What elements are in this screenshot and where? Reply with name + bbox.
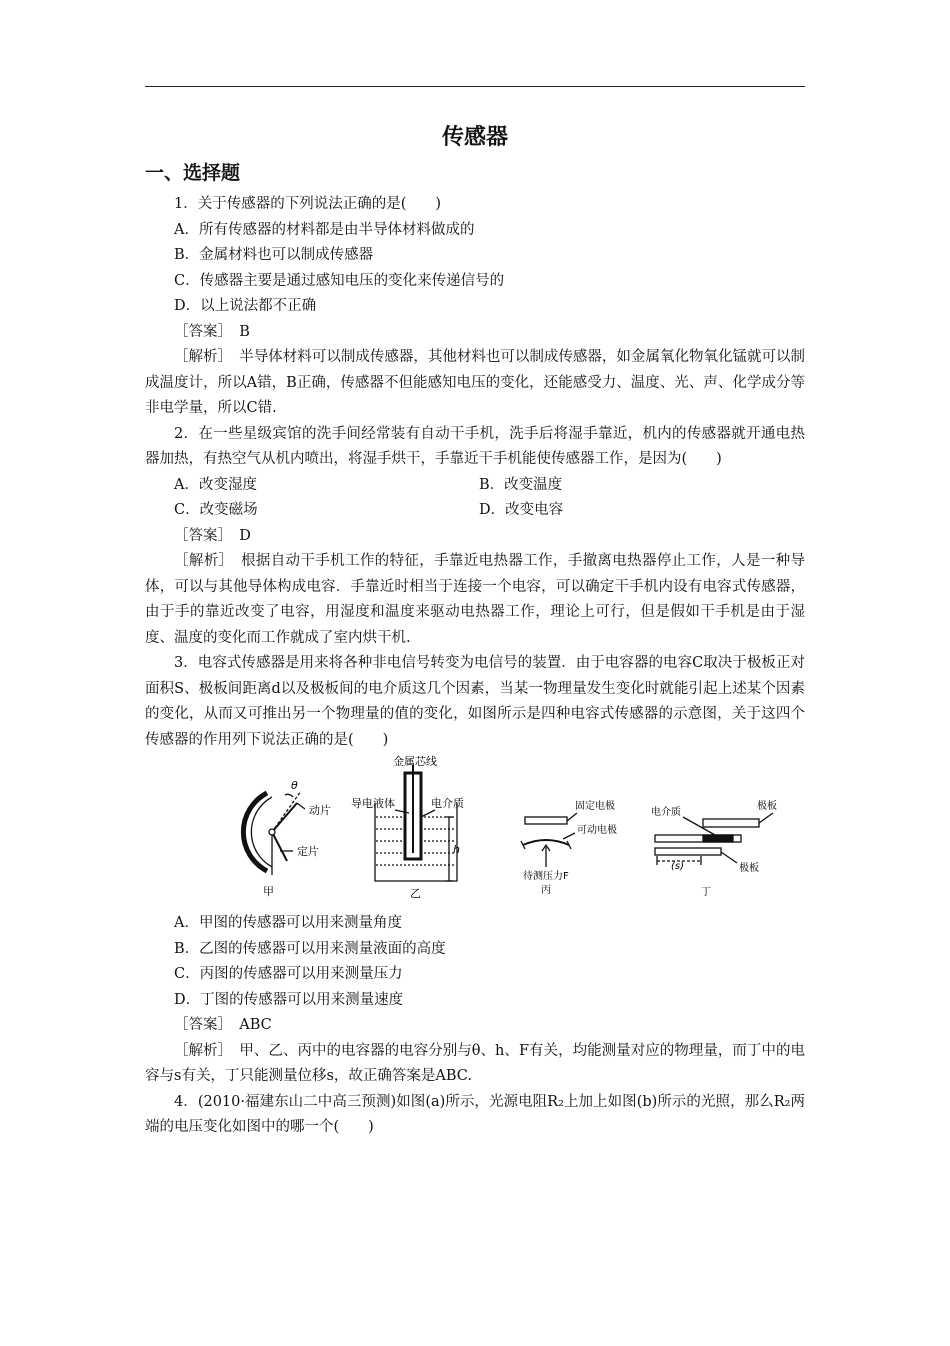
- diagram-jia: [243, 791, 305, 875]
- q3-option-c: C．丙图的传感器可以用来测量压力: [174, 966, 403, 982]
- label-ding: 丁: [701, 887, 711, 898]
- label-h: h: [453, 843, 460, 856]
- q3-option-d: D．丁图的传感器可以用来测量速度: [174, 991, 404, 1008]
- label-bing: 丙: [541, 885, 551, 896]
- q1-option-b: B．金属材料也可以制成传感器: [174, 247, 374, 263]
- q2-option-a: A．改变湿度: [174, 476, 257, 493]
- q1-analysis: ［解析］ 半导体材料可以制成传感器，其他材料也可以制成传感器，如金属氧化物氧化锰就可以制成温度计，所以A错，B正确，传感器不但能感知电压的变化，还能感受力、温度、光、声、化学成分等非电学量，所以C错.: [145, 349, 805, 416]
- diagram-bing: [521, 813, 577, 867]
- q2-stem: 2．在一些星级宾馆的洗手间经常装有自动干手机，洗手后将湿手靠近，机内的传感器就开通电热器加热，有热空气从机内喷出，将湿手烘干，手靠近干手机能使传感器工作，是因为( ): [145, 425, 805, 467]
- label-kedong: 可动电极: [577, 825, 617, 836]
- section-heading: 一、选择题: [145, 162, 241, 184]
- q2-analysis: ［解析］ 根据自动干手机工作的特征，手靠近电热器工作，手撤离电热器停止工作，人是一种导体，可以与其他导体构成电容．手靠近时相当于连接一个电容，可以确定干手机内设有电容式传感器，由于手的靠近改变了电容，用湿度和温度来驱动电热器工作，理论上可行，但是假如干手机是由于湿度、温度的变化而工作就成了室内烘干机.: [145, 553, 805, 646]
- q2-option-c: C．改变磁场: [174, 502, 258, 518]
- label-daodian: 导电液体: [351, 797, 395, 810]
- label-jia: 甲: [263, 885, 274, 898]
- label-yali: 待测压力F: [523, 871, 569, 882]
- q3-stem: 3．电容式传感器是用来将各种非电信号转变为电信号的装置．由于电容器的电容C取决于极板正对面积S、极板间距离d以及极板间的电介质这几个因素，当某一物理量发生变化时就能引起上述某个因素的变化，从而又可推出另一个物理量的值的变化，如图所示是四种电容式传感器的示意图，关于这四个传感器的作用列下说法正确的是( ): [145, 655, 805, 748]
- label-theta: θ: [291, 779, 298, 792]
- document-title: 传感器: [441, 125, 508, 150]
- diagram-yi: [375, 765, 457, 881]
- q3-option-b: B．乙图的传感器可以用来测量液面的高度: [174, 940, 446, 957]
- q3-option-a: A．甲图的传感器可以用来测量角度: [174, 915, 402, 931]
- q3-analysis: ［解析］ 甲、乙、丙中的电容器的电容分别与θ、h、F有关，均能测量对应的物理量，而丁中的电容与s有关，丁只能测量位移s，故正确答案是ABC.: [145, 1042, 805, 1084]
- q2-answer: ［答案］ D: [174, 527, 251, 544]
- label-guding: 固定电极: [575, 801, 615, 812]
- label-s: (s): [671, 861, 685, 872]
- label-jinshu: 金属芯线: [393, 755, 437, 768]
- diagram-ding: [655, 813, 773, 865]
- q2-option-b: B．改变温度: [479, 476, 563, 493]
- q2-options: [145, 473, 805, 524]
- label-dingpian: 定片: [297, 845, 319, 858]
- header-rule: [145, 86, 805, 87]
- q1-stem: 1．关于传感器的下列说法正确的是( ): [174, 196, 442, 212]
- label-dianjiezhi: 电介质: [431, 797, 464, 810]
- document-body: [145, 192, 805, 1141]
- q3-answer: ［答案］ ABC: [174, 1017, 272, 1033]
- label-yi: 乙: [410, 887, 421, 900]
- label-dongpian: 动片: [309, 804, 331, 817]
- q1-option-d: D．以上说法都不正确: [174, 298, 317, 314]
- label-dianjiezhi-ding: 电介质: [651, 807, 681, 818]
- q1-answer: ［答案］ B: [174, 323, 250, 340]
- q2-option-d: D．改变电容: [479, 502, 564, 518]
- q1-option-c: C．传感器主要是通过感知电压的变化来传递信号的: [174, 272, 505, 289]
- label-jiban-top: 极板: [757, 801, 777, 812]
- q1-option-a: A．所有传感器的材料都是由半导体材料做成的: [174, 221, 475, 238]
- label-jiban-bottom: 极板: [739, 863, 759, 874]
- sensor-figure: [145, 755, 805, 907]
- q4-stem: 4．(2010·福建东山二中高三预测)如图(a)所示，光源电阻R₂上加上如图(b)所示的光照，那么R₂两端的电压变化如图中的哪一个( ): [145, 1093, 805, 1135]
- sensor-diagrams: [225, 755, 785, 905]
